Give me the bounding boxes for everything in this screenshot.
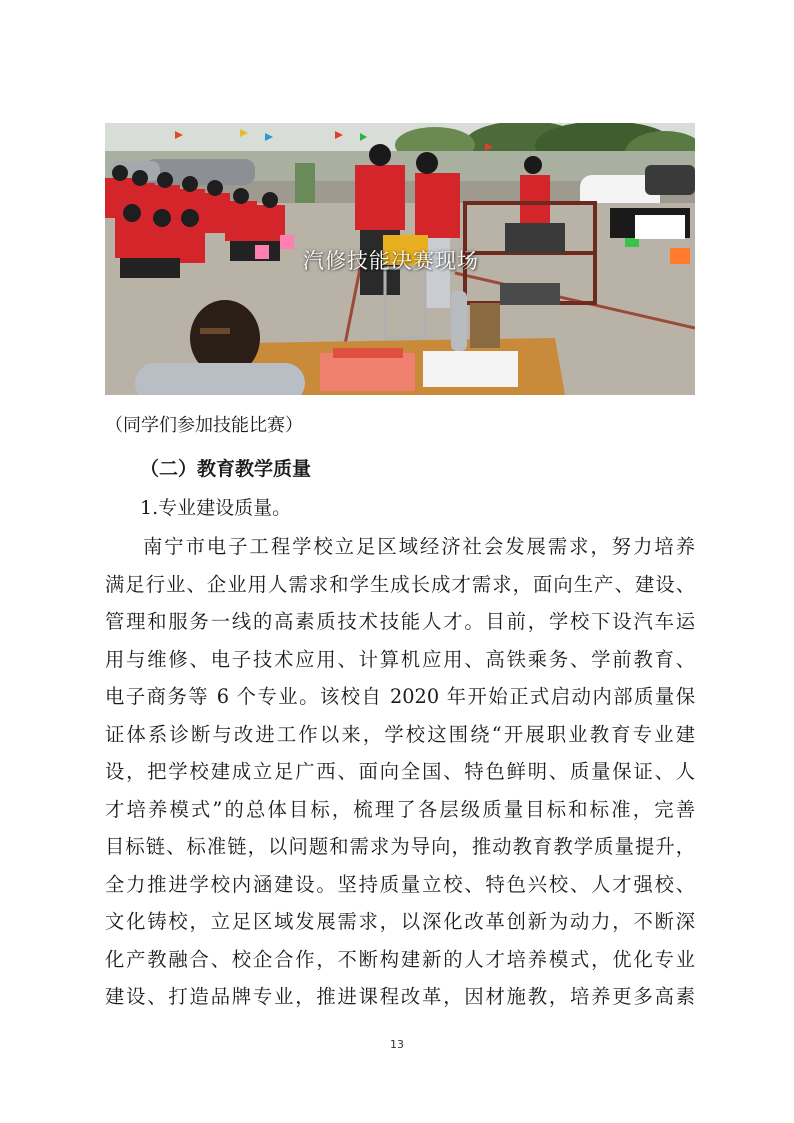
paragraph-line: 目标链、标准链，以问题和需求为导向，推动教育教学质量提升，	[105, 835, 695, 858]
paragraph-line: 化产教融合、校企合作，不断构建新的人才培养模式，优化专业	[105, 947, 695, 971]
paragraph-line: 管理和服务一线的高素质技术技能人才。目前，学校下设汽车运	[105, 610, 695, 633]
section-heading: （二）教育教学质量	[140, 458, 312, 480]
paragraph-line: 设，把学校建成立足广西、面向全国、特色鲜明、质量保证、人	[105, 760, 695, 783]
paragraph-line: 满足行业、企业用人需求和学生成长成才需求，面向生产、建设、	[105, 572, 695, 596]
paragraph-line: 才培养模式”的总体目标，梳理了各层级质量目标和标准，完善	[105, 797, 695, 821]
paragraph-line: 证体系诊断与改进工作以来，学校这围绕“开展职业教育专业建	[105, 722, 695, 746]
paragraph-line: 电子商务等 6 个专业。该校自 2020 年开始正式启动内部质量保	[105, 685, 695, 708]
photo-overlay-title: 汽修技能决赛现场	[303, 249, 479, 273]
paragraph-line: 建设、打造品牌专业，推进课程改革，因材施教，培养更多高素	[105, 985, 695, 1008]
contest-photo	[105, 123, 695, 395]
paragraph-line: 南宁市电子工程学校立足区域经济社会发展需求，努力培养	[143, 535, 695, 558]
paragraph-line: 文化铸校，立足区域发展需求，以深化改革创新为动力，不断深	[105, 910, 695, 933]
page-number: 13	[390, 1038, 404, 1051]
paragraph-line: 全力推进学校内涵建设。坚持质量立校、特色兴校、人才强校、	[105, 872, 695, 896]
paragraph-line: 用与维修、电子技术应用、计算机应用、高铁乘务、学前教育、	[105, 647, 695, 671]
subsection-heading: 1.专业建设质量。	[140, 497, 292, 519]
body-paragraph	[105, 528, 695, 1016]
photo-caption: （同学们参加技能比赛）	[105, 415, 303, 436]
